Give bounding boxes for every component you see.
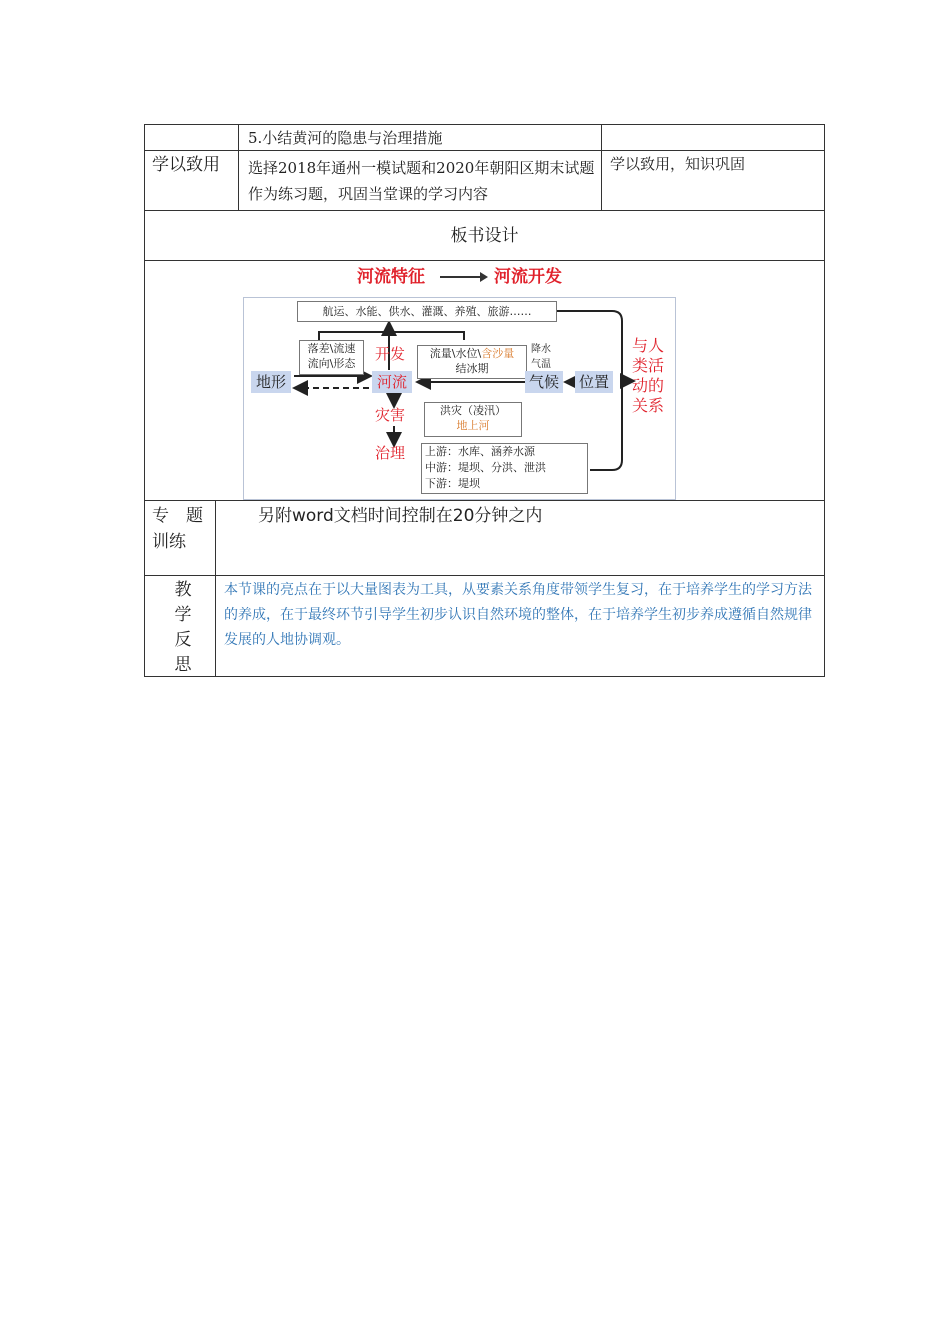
climate-node: 气候 (525, 371, 563, 393)
apply-content: 选择2018年通州一模试题和2020年朝阳区期末试题作为练习题，巩固当堂课的学习内容 (248, 159, 595, 203)
disaster-label: 灾害 (375, 406, 406, 424)
training-label-line2: 训练 (152, 532, 186, 552)
col-divider (601, 124, 602, 210)
row-divider (144, 210, 825, 211)
disaster-line2: 地上河 (456, 419, 490, 432)
terrain-features-box (299, 340, 364, 375)
row-divider (144, 575, 825, 576)
reflection-content: 本节课的亮点在于以大量图表为工具，从要素关系角度带领学生复习，在于培养学生的学习方法的养成，在于最终环节引导学生初步认识自然环境的整体，在于培养学生初步养成遵循自然规律发展的人地协调观。 (224, 582, 812, 648)
measure-middle: 中游：堤坝、分洪、泄洪 (425, 461, 546, 474)
kaifa-label: 开发 (375, 345, 406, 363)
measures-box (421, 443, 588, 494)
row-divider (144, 260, 825, 261)
training-label (152, 503, 212, 555)
hydro-line1: 流量\水位\含沙量 (429, 347, 515, 360)
disaster-box (424, 402, 522, 437)
uses-box: 航运、水能、供水、灌溉、养殖、旅游…… (297, 301, 557, 322)
board-design-title: 板书设计 (450, 226, 519, 246)
hydro-line2: 结冰期 (455, 362, 489, 375)
training-label-line1: 专 题 (152, 506, 203, 526)
col-divider (215, 575, 216, 677)
apply-label: 学以致用 (152, 155, 220, 175)
header-arrow-icon (438, 270, 488, 284)
measure-upper: 上游：水库、涵养水源 (425, 445, 535, 458)
terrain-features-line2: 流向\形态 (307, 357, 356, 370)
diagram-header-left: 河流特征 (357, 267, 425, 287)
training-content: 另附word文档时间控制在20分钟之内 (258, 506, 543, 526)
precip-label: 降水 (531, 344, 551, 355)
terrain-features-line1: 落差\流速 (307, 342, 356, 355)
river-diagram (243, 297, 676, 500)
apply-note: 学以致用，知识巩固 (610, 155, 746, 173)
hydro-box (417, 345, 527, 379)
temp-label: 气温 (531, 359, 551, 370)
col-divider (215, 500, 216, 575)
position-node: 位置 (575, 371, 613, 393)
river-node: 河流 (372, 371, 412, 393)
summary-step-text: 5.小结黄河的隐患与治理措施 (248, 129, 443, 147)
terrain-node: 地形 (251, 371, 291, 393)
control-label: 治理 (375, 444, 406, 462)
measure-lower: 下游：堤坝 (425, 477, 480, 490)
reflection-label: 教 学 反 思 (174, 580, 192, 675)
relation-label: 与人 类活 动的 关系 (632, 336, 665, 415)
disaster-line1: 洪灾（凌汛） (440, 404, 506, 417)
diagram-header-right: 河流开发 (494, 267, 562, 287)
col-divider (238, 124, 239, 210)
